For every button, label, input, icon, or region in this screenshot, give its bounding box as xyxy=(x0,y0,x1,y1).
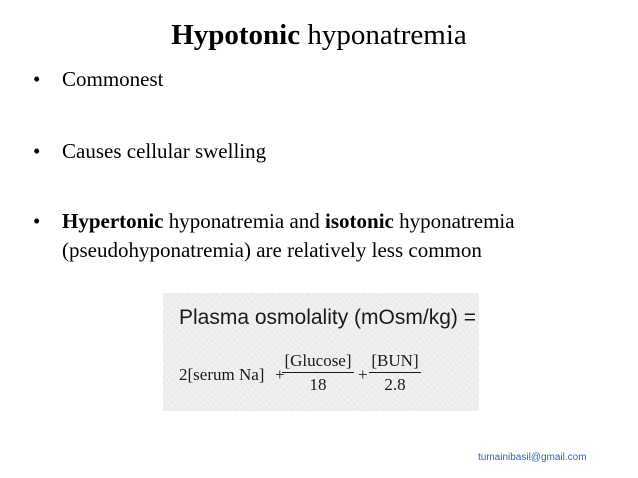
osmolality-formula-image xyxy=(163,293,479,411)
formula-plus-2: + xyxy=(358,365,368,384)
bullet-text-end: hyponatremia xyxy=(393,209,515,233)
glucose-numerator: [Glucose] xyxy=(284,351,352,370)
bun-numerator: [BUN] xyxy=(371,351,419,370)
formula-title: Plasma osmolality (mOsm/kg) = xyxy=(179,306,476,329)
formula-bun-fraction xyxy=(369,351,421,395)
bullet-bold-hypertonic: Hypertonic xyxy=(62,209,164,233)
bullet-text-mid: hyponatremia and xyxy=(163,209,326,233)
bullet-bold-isotonic: isotonic xyxy=(325,209,394,233)
bun-denominator: 2.8 xyxy=(384,375,406,394)
title-rest: hyponatremia xyxy=(300,19,467,51)
bullet-text: Commonest xyxy=(62,67,164,91)
title-bold: Hypotonic xyxy=(171,19,301,51)
slide-title xyxy=(0,17,638,53)
bullet-marker: • xyxy=(33,139,41,163)
formula-plus-1: + xyxy=(275,365,285,384)
bullet-text-line1 xyxy=(62,207,515,236)
formula-glucose-fraction xyxy=(282,351,354,395)
bullet-text-line2: (pseudohyponatremia) are relatively less common xyxy=(62,238,482,262)
footer-email: tumainibasil@gmail.com xyxy=(478,452,587,463)
fraction-bar xyxy=(282,372,354,373)
fraction-bar xyxy=(369,372,421,373)
bullet-marker: • xyxy=(33,209,41,233)
formula-serum-na: 2[serum Na] xyxy=(179,365,265,384)
glucose-denominator: 18 xyxy=(309,375,327,394)
bullet-text: Causes cellular swelling xyxy=(62,139,267,163)
bullet-marker: • xyxy=(33,67,41,91)
